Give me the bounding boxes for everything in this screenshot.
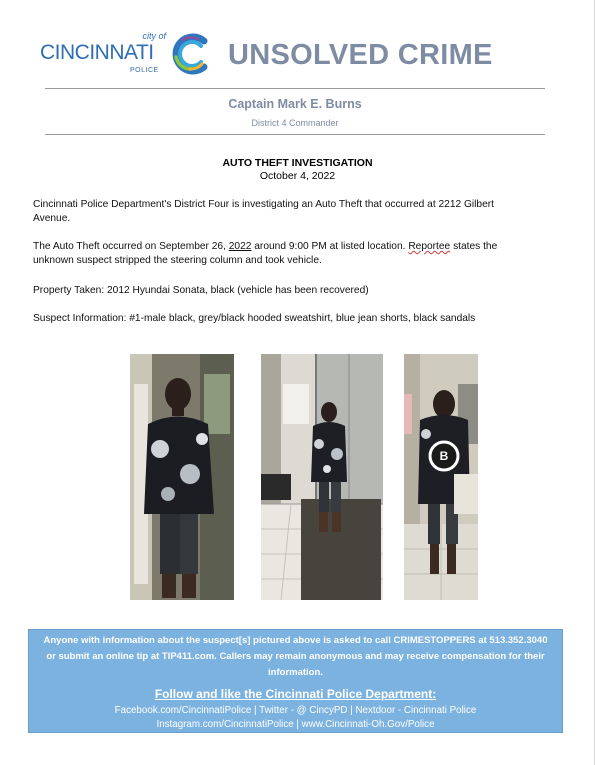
- header-divider-top: [45, 88, 545, 89]
- investigation-title: AUTO THEFT INVESTIGATION: [222, 157, 373, 169]
- property-taken: Property Taken: 2012 Hyundai Sonata, black (vehicle has been recovered): [33, 285, 369, 296]
- suspect-information: Suspect Information: #1-male black, grey/black hooded sweatshirt, blue jean shorts, black sandals: [33, 313, 476, 324]
- incident-details-part3: states the unknown suspect stripped the steering column and took vehicle.: [33, 241, 498, 266]
- logo-police: POLICE: [130, 67, 159, 74]
- tip-instructions: Anyone with information about the suspect[s] pictured above is asked to call CRIMESTOPPERS at 513.352.3040 or submit an online tip at TIP411.com. Callers may remain anonymous and may receive compensation for their information.: [43, 635, 548, 678]
- investigation-date: October 4, 2022: [259, 170, 336, 182]
- commander-title: District 4 Commander: [251, 118, 339, 128]
- social-links-line2: Instagram.com/CincinnatiPolice | www.Cincinnati-Oh.Gov/Police: [156, 719, 435, 730]
- cincinnati-police-logo: [40, 30, 215, 80]
- social-links-line1: Facebook.com/CincinnatiPolice | Twitter - @ CincyPD | Nextdoor - Cincinnati Police: [114, 705, 477, 716]
- header-divider-bottom: [45, 134, 545, 135]
- svg-text:B: B: [439, 449, 449, 463]
- logo-city-of: city of: [142, 31, 166, 41]
- commander-name: Captain Mark E. Burns: [228, 97, 362, 111]
- incident-year: 2022: [228, 241, 252, 252]
- logo-city-name: CINCINNATI: [40, 41, 154, 64]
- incident-details: [33, 240, 533, 268]
- crimestoppers-tip-box: [28, 629, 563, 733]
- logo-text: [40, 30, 170, 80]
- city-c-logo-icon: [168, 31, 212, 77]
- incident-details-part1: The Auto Theft occurred on September 26,: [33, 241, 229, 252]
- incident-summary: Cincinnati Police Department's District Four is investigating an Auto Theft that occurred at 2212 Gilbert Avenue.: [33, 199, 494, 224]
- incident-details-part2: around 9:00 PM at listed location.: [251, 241, 409, 252]
- suspect-photo-walking: [261, 354, 383, 600]
- page-headline: UNSOLVED CRIME: [228, 39, 493, 71]
- follow-heading: Follow and like the Cincinnati Police Department:: [154, 687, 437, 701]
- suspect-photo-back: [404, 354, 478, 600]
- suspect-photo-front: [130, 354, 234, 600]
- reportee-word: Reportee: [408, 241, 451, 252]
